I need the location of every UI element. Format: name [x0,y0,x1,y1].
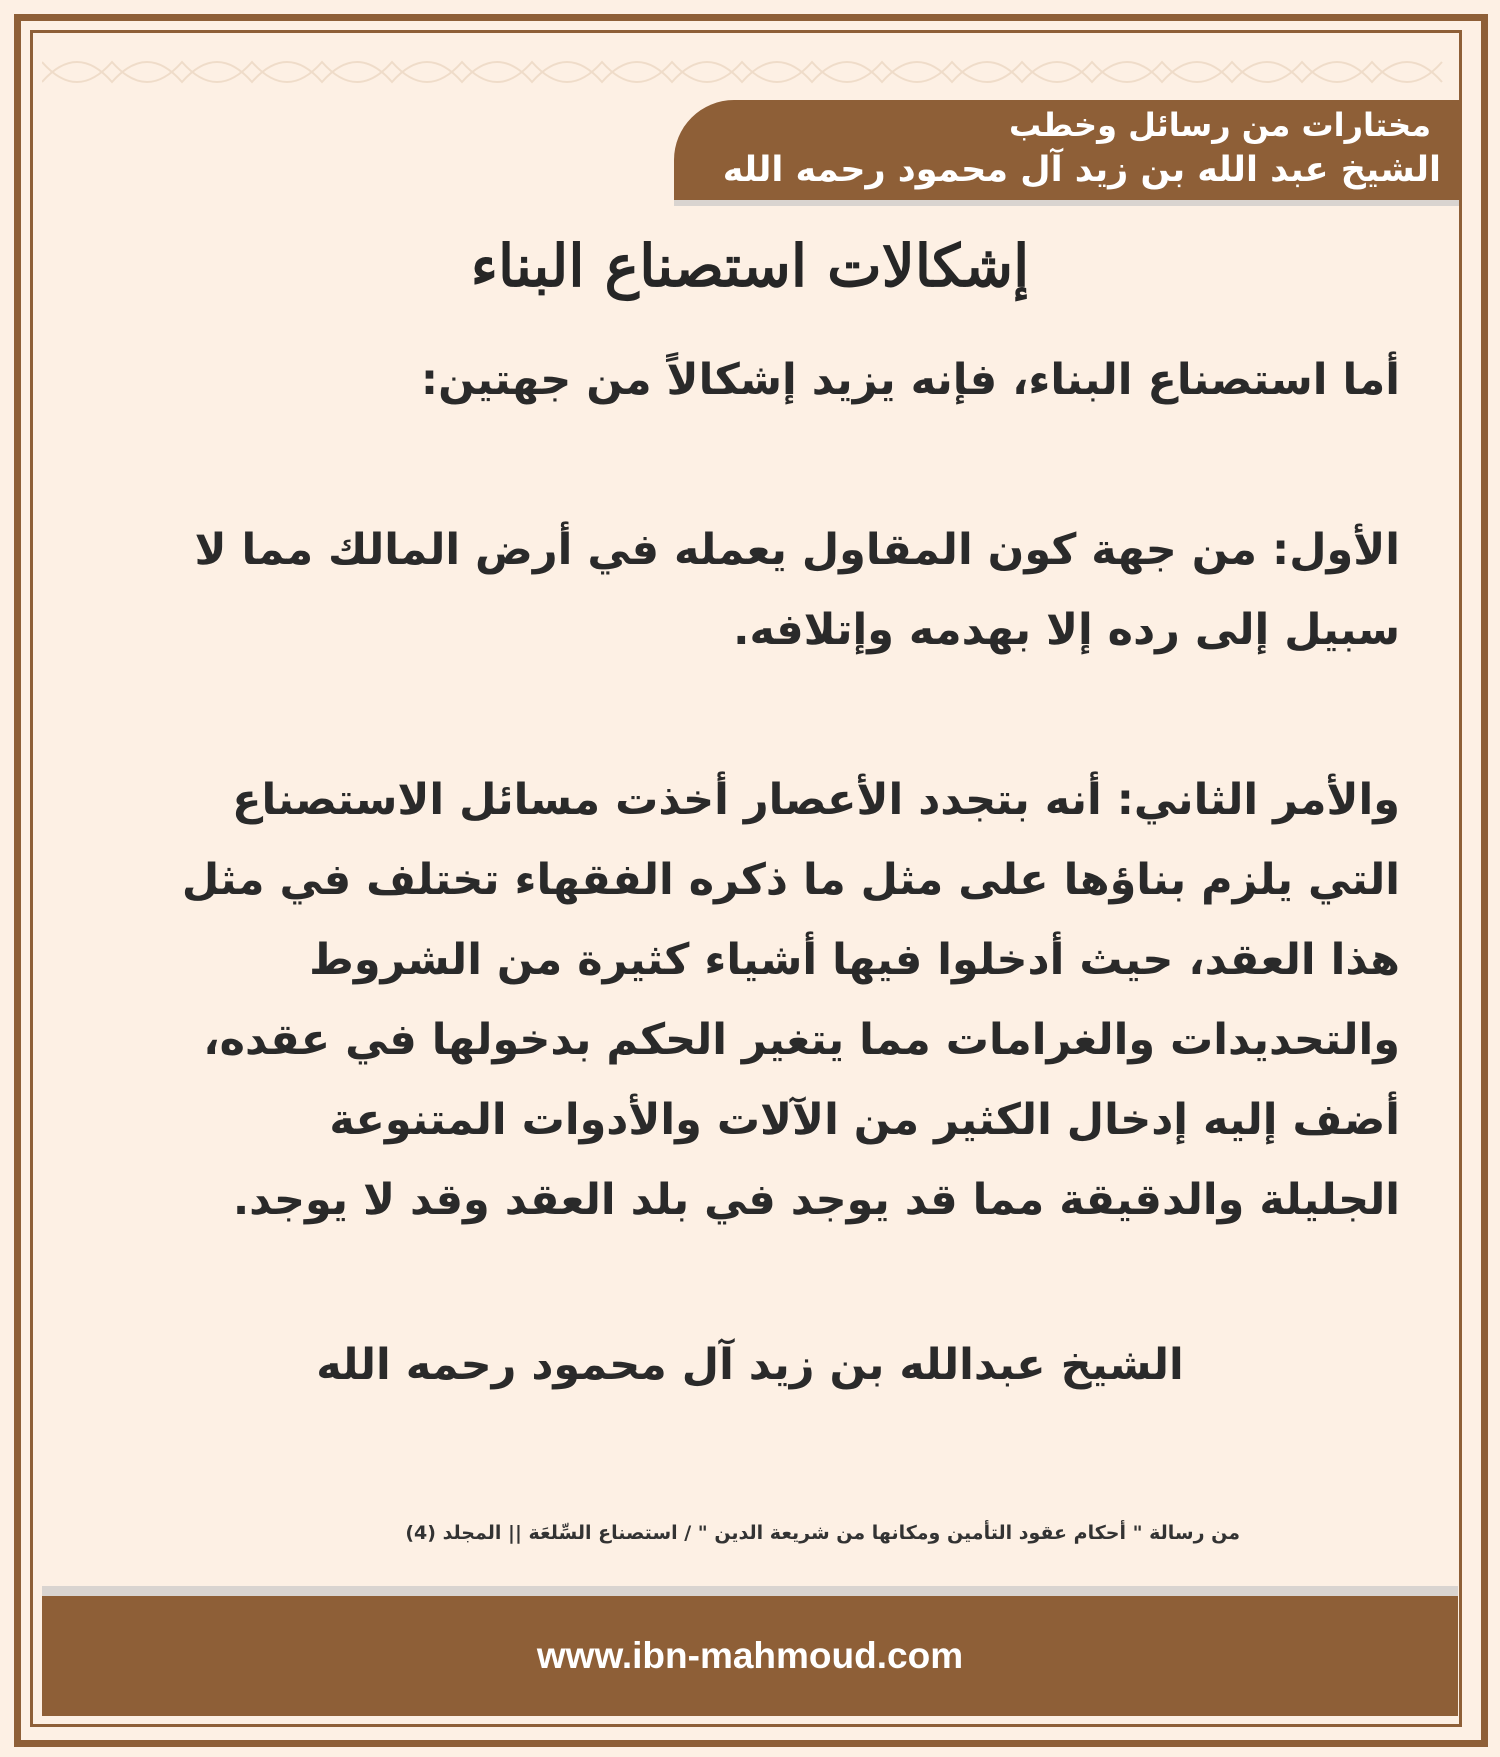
header-band [674,100,1459,200]
body-line: والأمر الثاني: أنه بتجدد الأعصار أخذت مسائل الاستصناع [232,775,1400,825]
body-line: الجليلة والدقيقة مما قد يوجد في بلد العقد وقد لا يوجد. [232,1175,1400,1225]
signature: الشيخ عبدالله بن زيد آل محمود رحمه الله [316,1340,1184,1390]
header-author: الشيخ عبد الله بن زيد آل محمود رحمه الله [722,150,1441,190]
body-line: والتحديدات والغرامات مما يتغير الحكم بدخولها في عقده، [203,1015,1400,1065]
header-subtitle: مختارات من رسائل وخطب [1008,106,1431,144]
body-line: الأول: من جهة كون المقاول يعمله في أرض المالك مما لا [194,525,1400,575]
page-title: إشكالات استصناع البناء [470,232,1030,300]
paragraph-gap [130,420,1400,510]
body-line: هذا العقد، حيث أدخلوا فيها أشياء كثيرة من الشروط [309,935,1400,985]
body-text [130,340,1400,1240]
website-link[interactable]: www.ibn-mahmoud.com [536,1635,964,1676]
source-citation: من رسالة " أحكام عقود التأمين ومكانها من شريعة الدين " / استصناع السِّلعَة || المجلد (4) [405,1522,1240,1544]
footer-shadow [42,1586,1458,1596]
body-line: التي يلزم بناؤها على مثل ما ذكره الفقهاء تختلف في مثل [181,855,1400,905]
paragraph-gap [130,670,1400,760]
decorative-pattern [42,42,1458,102]
body-line: أضف إليه إدخال الكثير من الآلات والأدوات المتنوعة [329,1095,1400,1145]
body-line: أما استصناع البناء، فإنه يزيد إشكالاً من جهتين: [420,355,1400,405]
footer-band [42,1596,1458,1716]
body-line: سبيل إلى رده إلا بهدمه وإتلافه. [733,605,1400,655]
